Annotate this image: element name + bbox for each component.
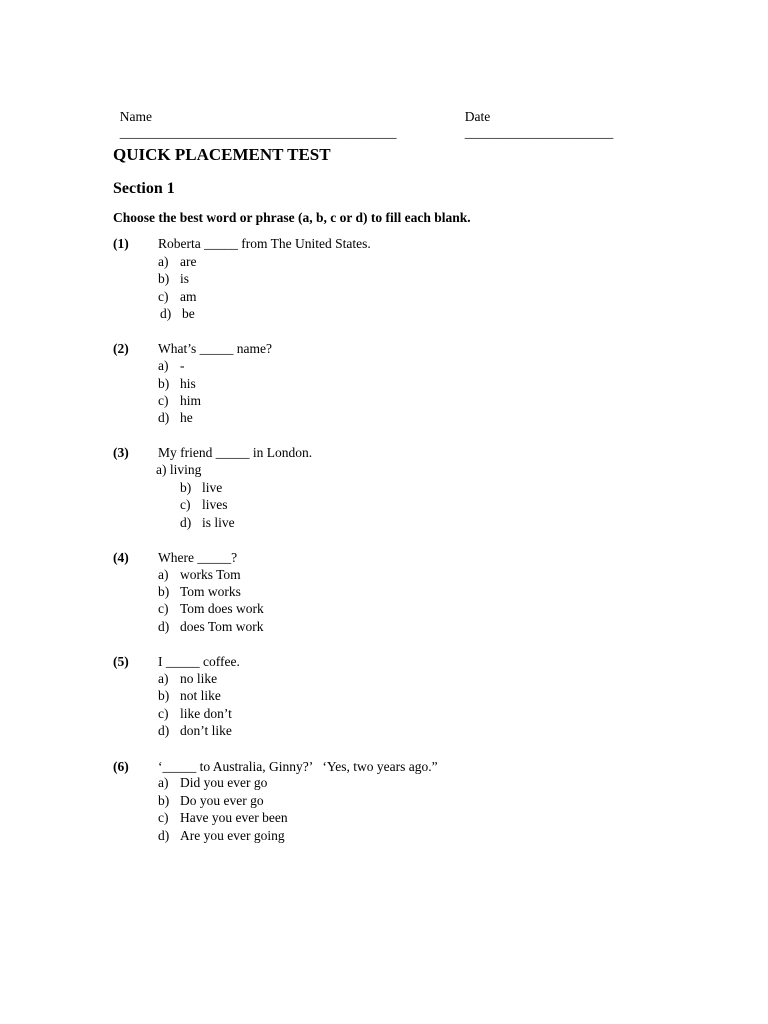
date-label: Date xyxy=(464,109,491,124)
option-c[interactable] xyxy=(158,601,264,617)
option-d[interactable] xyxy=(180,515,235,531)
option-d[interactable] xyxy=(158,723,232,739)
option-letter: b) xyxy=(158,271,170,286)
option-letter: c) xyxy=(158,810,169,825)
option-b[interactable] xyxy=(158,688,221,704)
option-text: works Tom xyxy=(180,567,241,582)
option-d[interactable] xyxy=(158,828,285,844)
option-letter: b) xyxy=(158,793,170,808)
option-letter: d) xyxy=(158,619,170,634)
name-blank[interactable]: _________________________________________ xyxy=(119,125,397,140)
option-text: does Tom work xyxy=(180,619,264,634)
option-letter: d) xyxy=(158,828,170,843)
option-text: am xyxy=(180,289,197,304)
option-letter: c) xyxy=(158,601,169,616)
question-number: (2) xyxy=(113,341,129,356)
option-letter: d) xyxy=(158,723,170,738)
option-letter: d) xyxy=(160,306,172,321)
question-text: ‘_____ to Australia, Ginny?’ ‘Yes, two years ago.” xyxy=(158,759,438,774)
option-b[interactable] xyxy=(158,584,241,600)
option-a[interactable] xyxy=(158,358,185,374)
option-text: Do you ever go xyxy=(180,793,264,808)
question-text: I _____ coffee. xyxy=(158,654,240,669)
option-a[interactable] xyxy=(158,254,196,270)
option-a[interactable] xyxy=(158,775,267,791)
option-text: Tom does work xyxy=(180,601,264,616)
option-letter: b) xyxy=(158,688,170,703)
option-b[interactable] xyxy=(158,376,196,392)
option-letter: b) xyxy=(158,584,170,599)
section-heading: Section 1 xyxy=(113,180,175,197)
option-c[interactable] xyxy=(158,706,232,722)
question-text: What’s _____ name? xyxy=(158,341,272,356)
option-letter: a) xyxy=(158,775,169,790)
option-letter: d) xyxy=(180,515,192,530)
option-text: live xyxy=(202,480,223,495)
option-d[interactable] xyxy=(158,619,264,635)
option-letter: c) xyxy=(158,706,169,721)
option-text: his xyxy=(180,376,196,391)
name-line[interactable] xyxy=(113,93,397,141)
name-label: Name xyxy=(119,109,152,124)
option-b[interactable] xyxy=(158,793,264,809)
option-text: not like xyxy=(180,688,221,703)
question-text: Where _____? xyxy=(158,550,238,565)
option-text: he xyxy=(180,410,193,425)
option-text: - xyxy=(180,358,185,373)
option-text: like don’t xyxy=(180,706,232,721)
option-text: are xyxy=(180,254,197,269)
option-d[interactable] xyxy=(158,410,193,426)
option-letter: c) xyxy=(158,289,169,304)
option-c[interactable] xyxy=(158,289,197,305)
option-text: Tom works xyxy=(180,584,241,599)
question-number: (5) xyxy=(113,654,129,669)
option-d[interactable] xyxy=(160,306,195,322)
option-letter: c) xyxy=(180,497,191,512)
option-letter: a) xyxy=(156,462,167,477)
option-a[interactable] xyxy=(158,567,241,583)
option-text: is xyxy=(180,271,190,286)
option-letter: a) xyxy=(158,671,169,686)
option-c[interactable] xyxy=(158,810,288,826)
option-text: living xyxy=(169,462,202,477)
option-text: him xyxy=(180,393,202,408)
option-letter: b) xyxy=(158,376,170,391)
option-c[interactable] xyxy=(180,497,228,513)
question-text: Roberta _____ from The United States. xyxy=(158,236,371,251)
option-a[interactable] xyxy=(156,462,201,478)
instruction: Choose the best word or phrase (a, b, c or d) to fill each blank. xyxy=(113,210,471,225)
option-text: no like xyxy=(180,671,218,686)
option-text: don’t like xyxy=(180,723,232,738)
option-letter: a) xyxy=(158,358,169,373)
option-a[interactable] xyxy=(158,671,217,687)
option-letter: a) xyxy=(158,567,169,582)
option-letter: d) xyxy=(158,410,170,425)
question-number: (3) xyxy=(113,445,129,460)
option-b[interactable] xyxy=(180,480,222,496)
date-line[interactable] xyxy=(458,93,613,141)
option-text: lives xyxy=(202,497,228,512)
page-title: QUICK PLACEMENT TEST xyxy=(113,145,331,164)
option-letter: a) xyxy=(158,254,169,269)
option-text: be xyxy=(182,306,195,321)
date-blank[interactable]: ______________________ xyxy=(464,125,614,140)
question-number: (1) xyxy=(113,236,129,251)
question-text: My friend _____ in London. xyxy=(158,445,313,460)
option-text: Have you ever been xyxy=(180,810,288,825)
option-c[interactable] xyxy=(158,393,201,409)
option-text: Did you ever go xyxy=(180,775,268,790)
question-number: (4) xyxy=(113,550,129,565)
option-letter: c) xyxy=(158,393,169,408)
option-letter: b) xyxy=(180,480,192,495)
option-b[interactable] xyxy=(158,271,189,287)
option-text: Are you ever going xyxy=(180,828,285,843)
question-number: (6) xyxy=(113,759,129,774)
option-text: is live xyxy=(202,515,235,530)
